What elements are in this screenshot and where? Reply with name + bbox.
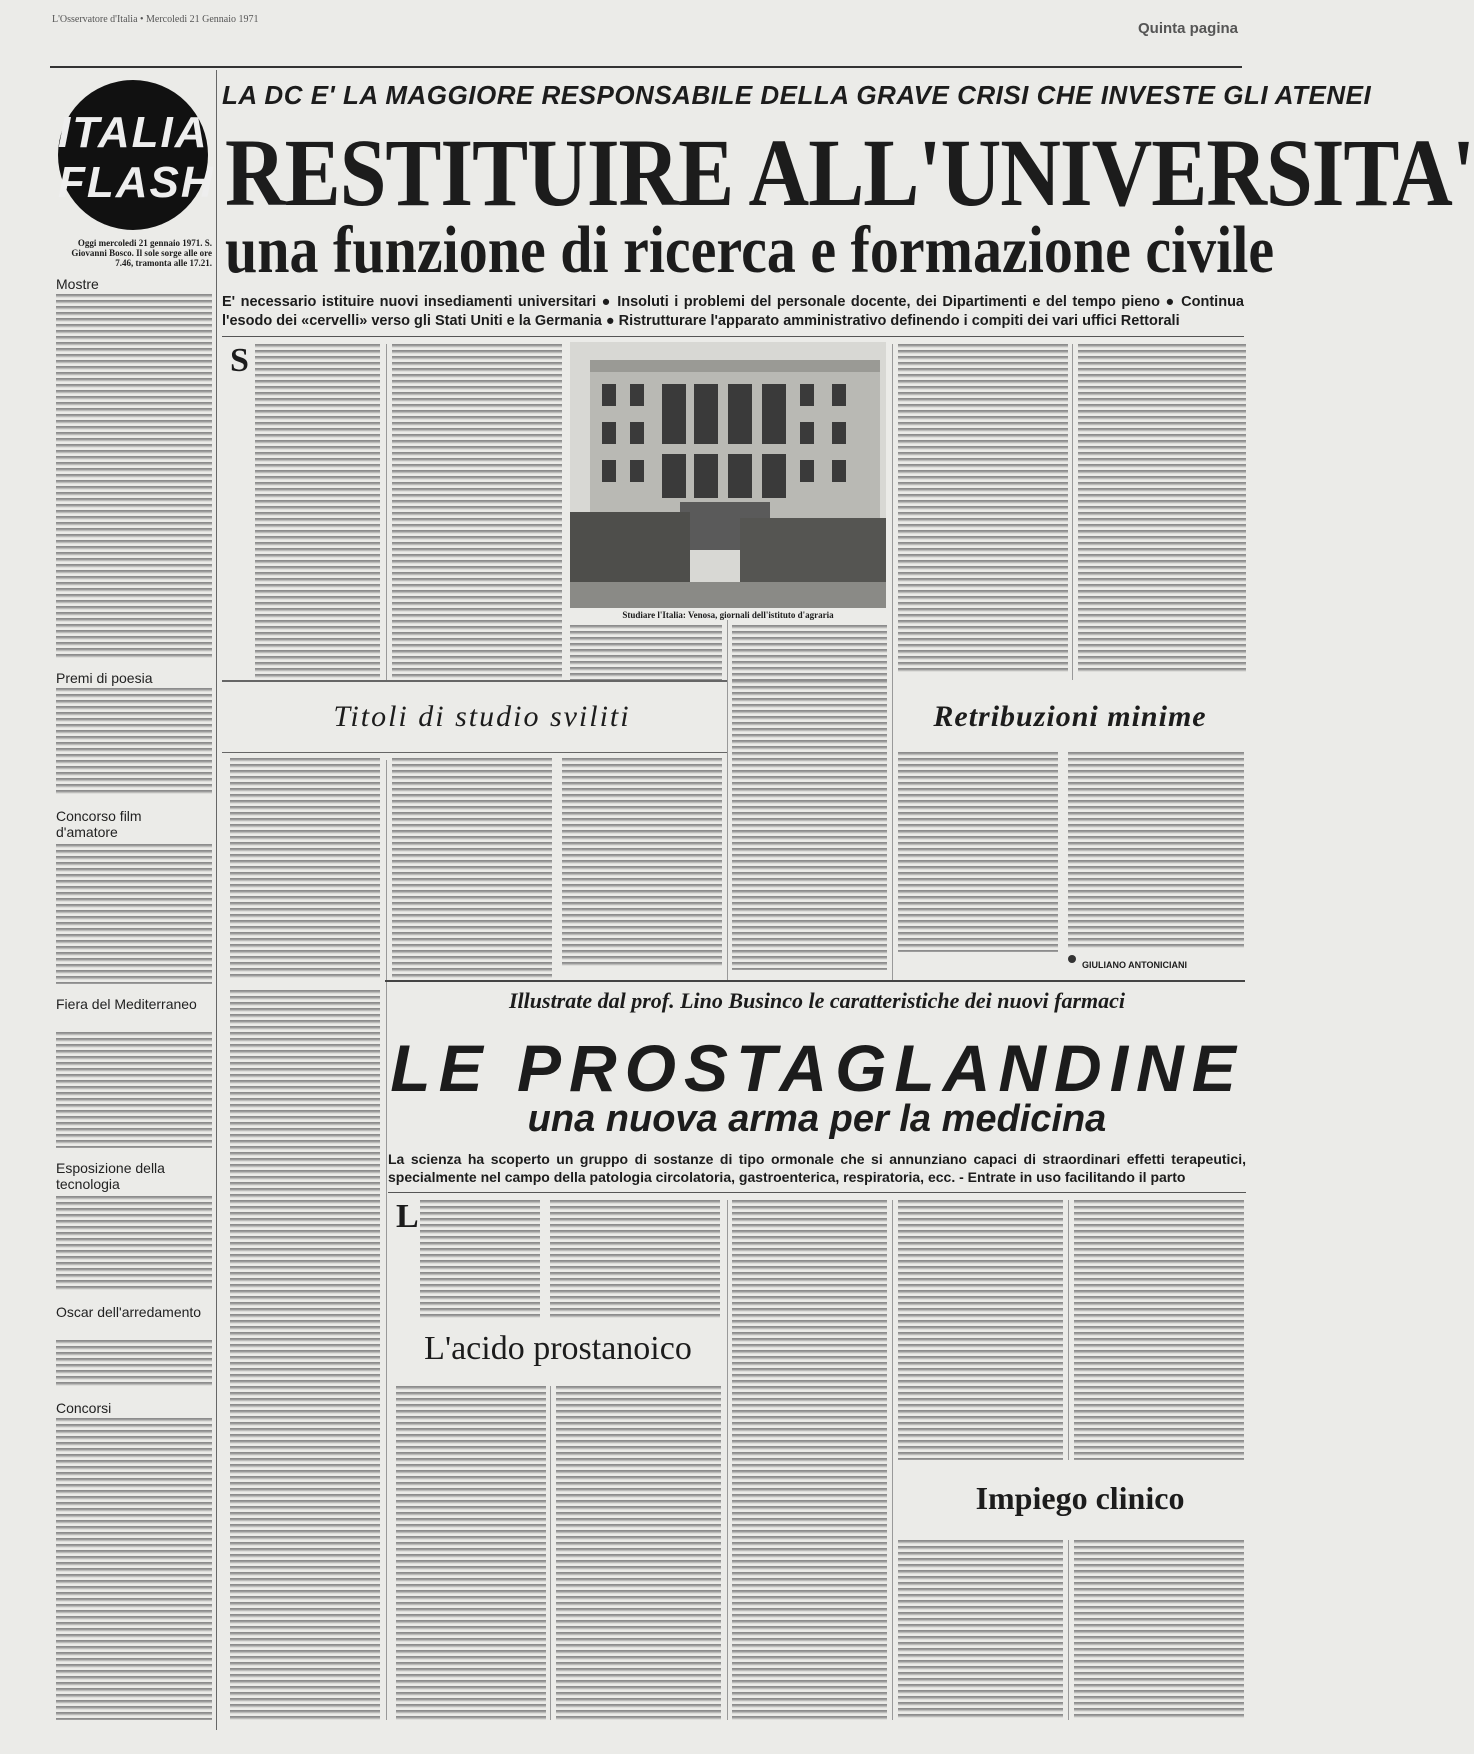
main-lower-col-3-text [562,758,722,968]
subheading-impiego: Impiego clinico [975,1480,1185,1516]
summary-rule [222,336,1244,337]
second-subhead: una nuova arma per la medicina [527,1098,1107,1140]
main-col-5-text [898,344,1068,674]
second-headline: LE PROSTAGLANDINE [390,1031,1244,1105]
subheading-titoli: Titoli di studio sviliti [333,700,631,733]
second-col-4-text [556,1386,721,1720]
date-note: Oggi mercoledi 21 gennaio 1971. S. Giovanni Bosco. Il sole sorge alle ore 7.46, tramonta alle 17.21. [71,238,212,268]
main-col-3-text [570,625,722,680]
second-summary-rule [388,1192,1246,1193]
main-lower-col-6-text [1068,752,1244,948]
second-col-3-text [396,1386,546,1720]
top-rule [50,66,1242,68]
second-col-7-text [1074,1200,1244,1460]
column-rule [892,344,893,980]
second-col-1-text [420,1200,540,1320]
section-premi-text [56,688,212,796]
logo-top-text: ITALIA [58,108,209,157]
second-col-5-text [732,1200,887,1720]
second-story-rule [385,980,1245,982]
main-col-6-text [1078,344,1246,674]
section-concorsi: Concorsi [56,1400,112,1416]
main-lower-col-2-text [392,758,552,978]
column-rule [1072,344,1073,680]
column-rule [386,344,387,680]
section-fiera: Fiera del Mediterraneo [56,996,197,1012]
section-fiera-text [56,1032,212,1148]
second-kicker: Illustrate dal prof. Lino Businco le caratteristiche dei nuovi farmaci [508,988,1126,1013]
column-rule [550,1386,551,1720]
second-col-2-text [550,1200,720,1320]
second-col-9-text [1074,1540,1244,1720]
section-concorso-text [56,844,212,984]
main-continued-col-1-text [230,990,380,1720]
photo-caption: Studiare l'Italia: Venosa, giornali dell'istituto d'agraria [622,610,834,620]
bullet-icon [1068,955,1076,963]
main-subhead: una funzione di ricerca e formazione civile [225,212,1275,288]
subheading-acido: L'acido prostanoico [424,1330,692,1367]
author-signature: GIULIANO ANTONICIANI [1082,960,1187,970]
column-rule [386,760,387,1720]
main-col-4-text [732,625,887,680]
section-mostre-text [56,294,212,658]
column-rule [727,1200,728,1720]
section-concorsi-text [56,1418,212,1720]
main-lower-col-5-text [898,752,1058,952]
second-col-6-text [898,1200,1063,1460]
folio-right: Quinta pagina [1137,20,1238,37]
main-summary: E' necessario istituire nuovi insediamenti universitari ● Insoluti i problemi del personale docente, dei Dipartimenti e del tempo pieno ● Continua l'esodo dei «cervelli» verso gli Stati Uniti e la Germania ● Ristrutturare l'apparato amministrativo definendo i compiti dei vari uffici Rettorali [222,294,1244,329]
second-col-8-text [898,1540,1063,1720]
column-rule [1068,1540,1069,1720]
section-esposizione-text [56,1196,212,1292]
drop-cap: S [230,342,249,379]
left-column-rule [216,70,217,1730]
column-rule [727,620,728,980]
main-lower-col-4-text [732,680,887,970]
drop-cap: L [396,1198,419,1235]
section-oscar: Oscar dell'arredamento [56,1304,202,1320]
section-premi: Premi di poesia [56,670,153,686]
column-rule [1068,1200,1069,1460]
main-kicker: LA DC E' LA MAGGIORE RESPONSABILE DELLA GRAVE CRISI CHE INVESTE GLI ATENEI [222,80,1372,110]
university-photo [570,342,886,608]
logo-bottom-text: FLASH [58,158,215,207]
section-mostre: Mostre [56,276,99,292]
main-col-1-text [255,344,380,680]
second-summary: La scienza ha scoperto un gruppo di sostanze di tipo ormonale che si annunziano capaci di straordinari effetti terapeutici, specialmente nel campo della patologia circolatoria, gastroenterica, respiratoria, ecc. - Entrate in uso facilitando il parto [388,1151,1246,1185]
section-oscar-text [56,1340,212,1388]
section-concorso: Concorso film d'amatore [56,808,142,840]
subheading-retribuzioni: Retribuzioni minime [933,700,1207,733]
folio-left: L'Osservatore d'Italia • Mercoledi 21 Gennaio 1971 [52,14,259,25]
section-esposizione: Esposizione della tecnologia [56,1160,165,1192]
main-headline: RESTITUIRE ALL'UNIVERSITA' [225,119,1474,227]
main-lower-col-1-text [230,758,380,978]
main-col-2-text [392,344,562,680]
column-rule [892,1200,893,1720]
